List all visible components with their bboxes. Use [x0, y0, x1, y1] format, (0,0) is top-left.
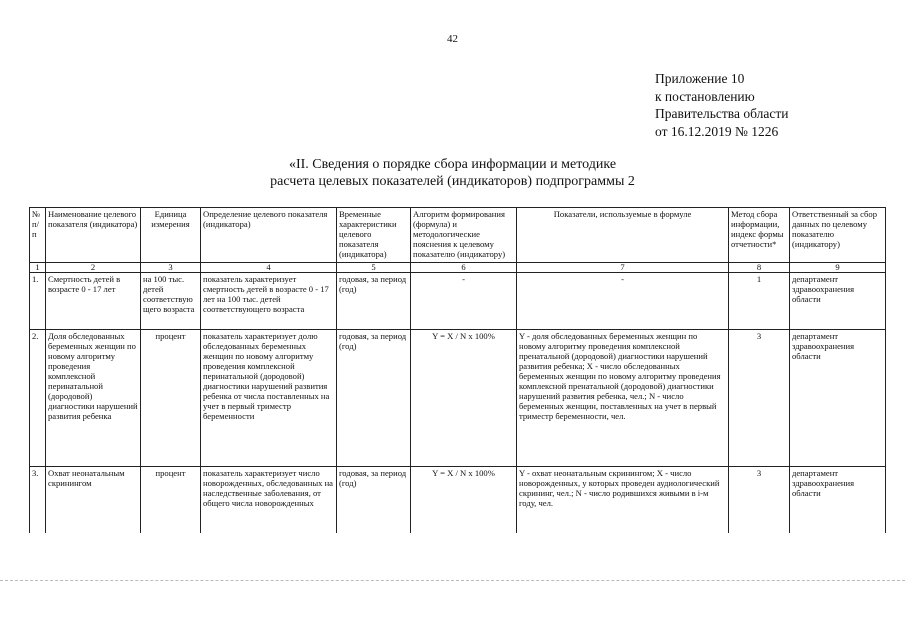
column-number: 9: [790, 263, 886, 273]
table-cell: -: [517, 273, 729, 330]
appendix-line: Правительства области: [655, 106, 789, 121]
table-cell: годовая, за период (год): [337, 273, 411, 330]
table-cell: Y = X / N x 100%: [411, 330, 517, 467]
table-cell: департамент здравоохранения области: [790, 330, 886, 467]
table-cell: 3: [729, 467, 790, 534]
header-row: [30, 208, 886, 263]
table-cell: 1.: [30, 273, 46, 330]
appendix-block: [655, 70, 788, 140]
header-cell: Временные характеристики целевого показателя (индикатора): [337, 208, 411, 263]
appendix-line: от 16.12.2019 № 1226: [655, 123, 779, 139]
table-cell: показатель характеризует число новорожденных, обследованных на наследственные заболевания, от общего числа новорожденных: [201, 467, 337, 534]
table-cell: Доля обследованных беременных женщин по новому алгоритму проведения комплексной перинатальной (дородовой) диагностики нарушений развития ребенка: [46, 330, 141, 467]
table-cell: департамент здравоохранения области: [790, 467, 886, 534]
header-cell: Ответственный за сбор данных по целевому показателю (индикатору): [790, 208, 886, 263]
header-cell: Метод сбора информации, индекс формы отчетности*: [729, 208, 790, 263]
column-number-row: [30, 263, 886, 273]
header-cell: Наименование целевого показателя (индикатора): [46, 208, 141, 263]
table-cell: Y - охват неонатальным скринингом; X - число новорожденных, у которых проведен аудиологический скрининг, чел.; N - число родившихся живыми в i-м году, чел.: [517, 467, 729, 534]
table-row: [30, 330, 886, 467]
page-bottom-divider: [0, 580, 905, 581]
document-title: [0, 156, 905, 190]
column-number: 7: [517, 263, 729, 273]
table-cell: Y - доля обследованных беременных женщин по новому алгоритму проведения комплексной пренатальной (дородовой) диагностики нарушений развития ребенка; X - число обследованных беременных женщин по новому алгоритму проведения комплексной пренатальной (дородовой) диагностики нарушений развития ребенка, чел.; N - число беременных женщин, поставленных на учет в первый триместр беременности, чел.: [517, 330, 729, 467]
column-number: 4: [201, 263, 337, 273]
table-cell: показатель характеризует долю обследованных беременных женщин по новому алгоритму проведения комплексной перинатальной (дородовой) диагностики нарушений развития ребенка от числа поставленных на учет в первый триместр беременности: [201, 330, 337, 467]
table-cell: процент: [141, 330, 201, 467]
column-number: 6: [411, 263, 517, 273]
appendix-line: к постановлению: [655, 88, 755, 104]
table-cell: 3: [729, 330, 790, 467]
table-cell: Смертность детей в возрасте 0 - 17 лет: [46, 273, 141, 330]
title-line: расчета целевых показателей (индикаторов) подпрограммы 2: [270, 174, 635, 189]
table-cell: процент: [141, 467, 201, 534]
header-cell: Показатели, используемые в формуле: [517, 208, 729, 263]
table-cell: 3.: [30, 467, 46, 534]
header-cell: № п/п: [30, 208, 46, 263]
page-number: 42: [447, 33, 458, 45]
column-number: 1: [30, 263, 46, 273]
table-row: [30, 273, 886, 330]
table-cell: годовая, за период (год): [337, 467, 411, 534]
table-cell: 2.: [30, 330, 46, 467]
title-line: «II. Сведения о порядке сбора информации и методике: [288, 157, 617, 172]
table-cell: показатель характеризует смертность детей в возрасте 0 - 17 лет на 100 тыс. детей соответствующего возраста: [201, 273, 337, 330]
table-cell: Охват неонатальным скринингом: [46, 467, 141, 534]
table-cell: департамент здравоохранения области: [790, 273, 886, 330]
appendix-line: Приложение 10: [655, 71, 745, 86]
column-number: 8: [729, 263, 790, 273]
table-cell: 1: [729, 273, 790, 330]
table-cell: Y = X / N x 100%: [411, 467, 517, 534]
table-cell: на 100 тыс. детей соответствующего возраста: [141, 273, 201, 330]
indicators-table: [29, 207, 886, 533]
column-number: 3: [141, 263, 201, 273]
column-number: 2: [46, 263, 141, 273]
header-cell: Единица измерения: [141, 208, 201, 263]
column-number: 5: [337, 263, 411, 273]
header-cell: Алгоритм формирования (формула) и методологические пояснения к целевому показателю (индикатору): [411, 208, 517, 263]
table-row: [30, 467, 886, 534]
table-cell: годовая, за период (год): [337, 330, 411, 467]
header-cell: Определение целевого показателя (индикатора): [201, 208, 337, 263]
table-cell: -: [411, 273, 517, 330]
